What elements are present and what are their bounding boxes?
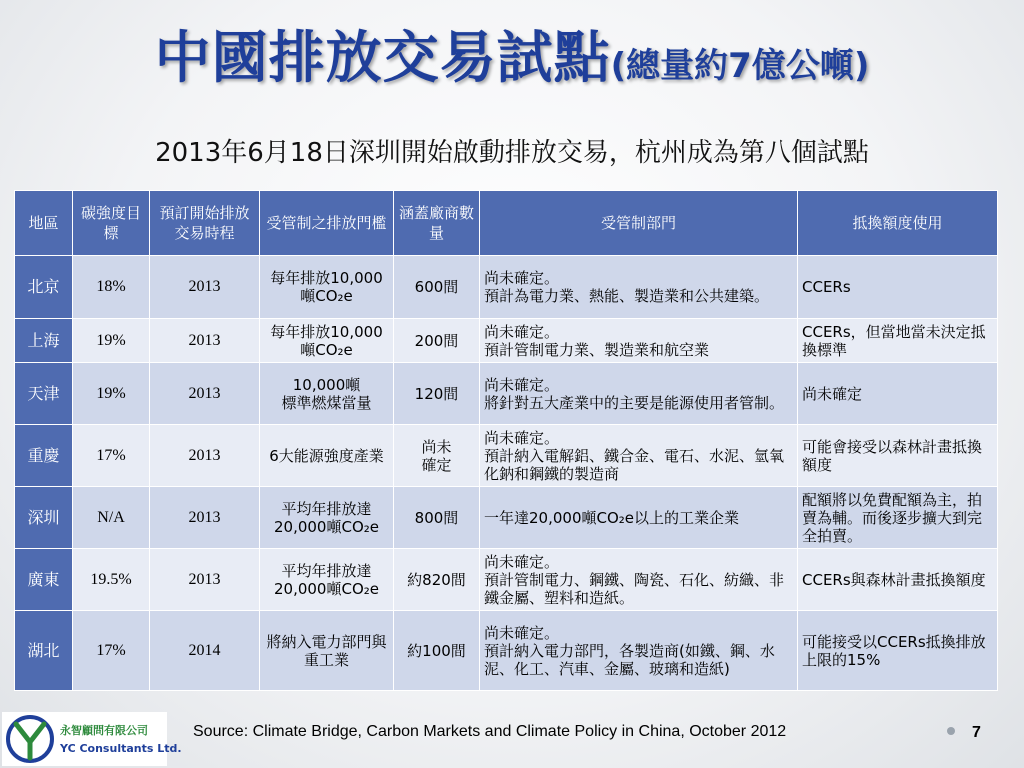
cell-firms: 尚未 確定 <box>394 425 480 487</box>
cell-offsets: CCERs與森林計畫抵換額度 <box>798 549 998 611</box>
cell-offsets: CCERs <box>798 256 998 319</box>
cell-region: 北京 <box>15 256 73 319</box>
cell-intensity: 17% <box>73 611 150 691</box>
cell-sectors: 尚未確定。 預計為電力業、熱能、製造業和公共建築。 <box>480 256 798 319</box>
cell-region: 湖北 <box>15 611 73 691</box>
cell-region: 上海 <box>15 319 73 363</box>
cell-sectors: 尚未確定。 預計管制電力、鋼鐵、陶瓷、石化、紡織、非鐵金屬、塑料和造紙。 <box>480 549 798 611</box>
slide-title <box>0 14 1024 94</box>
table-row <box>15 611 998 691</box>
cell-threshold: 10,000噸 標準燃煤當量 <box>260 363 394 425</box>
cell-offsets: 尚未確定 <box>798 363 998 425</box>
cell-firms: 120間 <box>394 363 480 425</box>
cell-threshold: 平均年排放達20,000噸CO₂e <box>260 549 394 611</box>
cell-firms: 600間 <box>394 256 480 319</box>
cell-start: 2013 <box>150 363 260 425</box>
table-row <box>15 363 998 425</box>
cell-intensity: 17% <box>73 425 150 487</box>
footer-bullet-icon <box>947 727 955 735</box>
source-citation: Source: Climate Bridge, Carbon Markets and Climate Policy in China, October 2012 <box>193 723 787 740</box>
cell-start: 2013 <box>150 319 260 363</box>
logo-y-icon <box>2 712 58 766</box>
header-intensity: 碳強度目標 <box>73 191 150 256</box>
cell-sectors: 一年達20,000噸CO₂e以上的工業企業 <box>480 487 798 549</box>
company-logo <box>2 712 182 768</box>
table-row <box>15 549 998 611</box>
page-number: 7 <box>972 724 981 741</box>
cell-region: 天津 <box>15 363 73 425</box>
header-threshold: 受管制之排放門檻 <box>260 191 394 256</box>
cell-threshold: 將納入電力部門與重工業 <box>260 611 394 691</box>
header-region: 地區 <box>15 191 73 256</box>
cell-region: 重慶 <box>15 425 73 487</box>
cell-threshold: 6大能源強度產業 <box>260 425 394 487</box>
pilot-table <box>14 190 998 691</box>
cell-sectors: 尚未確定。 預計納入電力部門，各製造商(如鐵、鋼、水泥、化工、汽車、金屬、玻璃和造紙) <box>480 611 798 691</box>
cell-offsets: 配額將以免費配額為主，拍賣為輔。而後逐步擴大到完全拍賣。 <box>798 487 998 549</box>
table-body <box>15 256 998 691</box>
cell-firms: 約820間 <box>394 549 480 611</box>
table-row <box>15 256 998 319</box>
cell-offsets: CCERs，但當地當未決定抵換標準 <box>798 319 998 363</box>
cell-firms: 800間 <box>394 487 480 549</box>
header-start: 預訂開始排放交易時程 <box>150 191 260 256</box>
cell-threshold: 平均年排放達20,000噸CO₂e <box>260 487 394 549</box>
cell-threshold: 每年排放10,000噸CO₂e <box>260 319 394 363</box>
cell-intensity: N/A <box>73 487 150 549</box>
cell-offsets: 可能會接受以森林計畫抵換額度 <box>798 425 998 487</box>
table-row <box>15 487 998 549</box>
cell-offsets: 可能接受以CCERs抵換排放上限的15% <box>798 611 998 691</box>
cell-intensity: 19.5% <box>73 549 150 611</box>
cell-start: 2013 <box>150 425 260 487</box>
table-row <box>15 425 998 487</box>
logo-text-en: YC Consultants Ltd. <box>60 742 182 755</box>
cell-start: 2013 <box>150 487 260 549</box>
cell-threshold: 每年排放10,000噸CO₂e <box>260 256 394 319</box>
cell-start: 2013 <box>150 256 260 319</box>
cell-intensity: 19% <box>73 319 150 363</box>
header-firms: 涵蓋廠商數量 <box>394 191 480 256</box>
cell-firms: 200間 <box>394 319 480 363</box>
cell-sectors: 尚未確定。 預計納入電解鋁、鐵合金、電石、水泥、氫氧化鈉和鋼鐵的製造商 <box>480 425 798 487</box>
cell-intensity: 18% <box>73 256 150 319</box>
table-row <box>15 319 998 363</box>
cell-sectors: 尚未確定。 將針對五大產業中的主要是能源使用者管制。 <box>480 363 798 425</box>
cell-region: 廣東 <box>15 549 73 611</box>
header-offsets: 抵換額度使用 <box>798 191 998 256</box>
title-sub: (總量約7億公噸) <box>610 46 870 86</box>
table-header-row <box>15 191 998 256</box>
cell-region: 深圳 <box>15 487 73 549</box>
cell-intensity: 19% <box>73 363 150 425</box>
slide-subtitle: 2013年6月18日深圳開始啟動排放交易，杭州成為第八個試點 <box>155 138 869 168</box>
header-sectors: 受管制部門 <box>480 191 798 256</box>
cell-start: 2014 <box>150 611 260 691</box>
title-main: 中國排放交易試點 <box>154 26 611 91</box>
cell-firms: 約100間 <box>394 611 480 691</box>
pilot-table-container <box>14 190 997 691</box>
cell-sectors: 尚未確定。 預計管制電力業、製造業和航空業 <box>480 319 798 363</box>
cell-start: 2013 <box>150 549 260 611</box>
logo-text-cn: 永智顧問有限公司 <box>60 724 148 737</box>
